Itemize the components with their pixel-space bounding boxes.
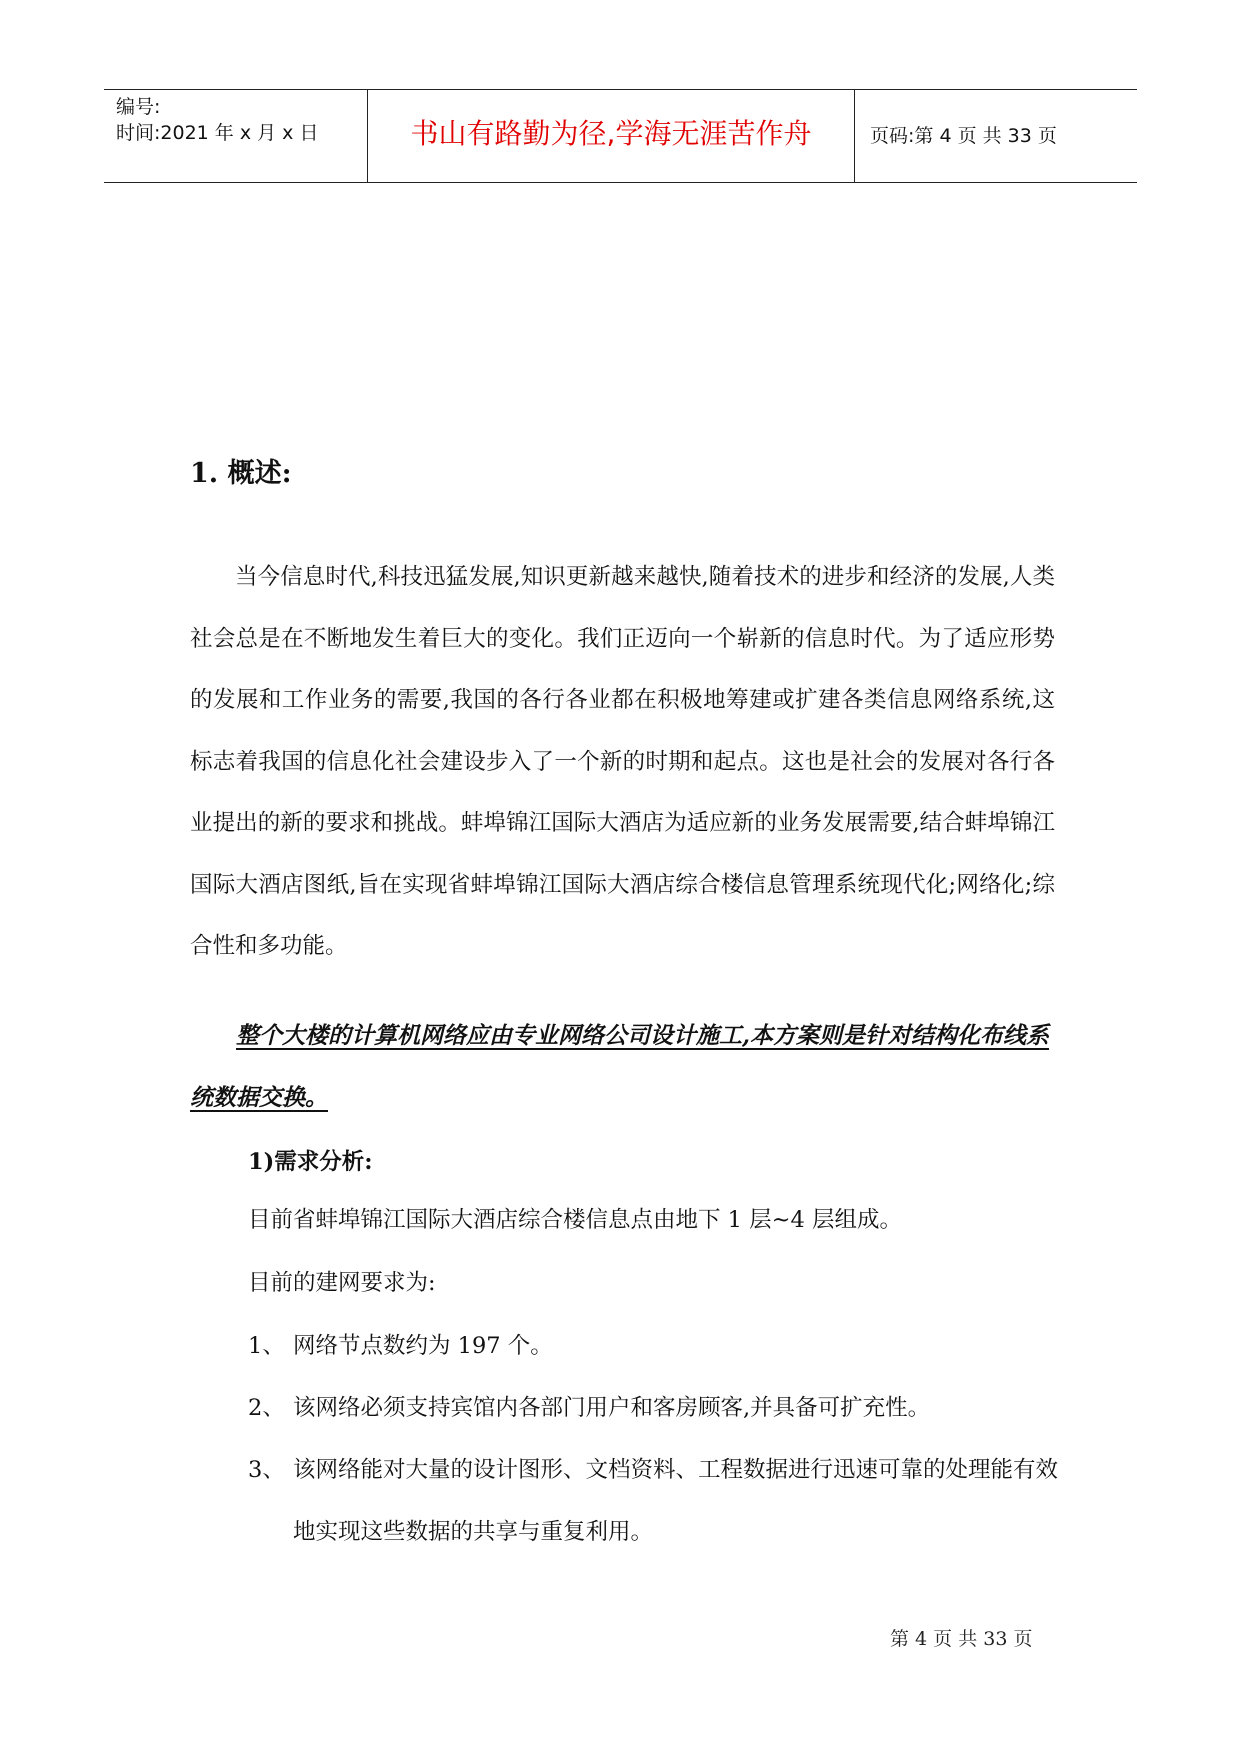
floor-composition-text: 目前省蚌埠锦江国际大酒店综合楼信息点由地下 1 层~4 层组成。 <box>248 1207 902 1233</box>
list-item-number: 3、 <box>248 1457 285 1483</box>
section-title: 1. 概述: <box>190 458 292 489</box>
list-item-number: 2、 <box>248 1395 285 1421</box>
intro-paragraph: 当今信息时代,科技迅猛发展,知识更新越来越快,随着技术的进步和经济的发展,人类社会总是在不断地发生着巨大的变化。我们正迈向一个崭新的信息时代。为了适应形势的发展和工作业务的需要,我国的各行各业都在积极地筹建或扩建各类信息网络系统,这标志着我国的信息化社会建设步入了一个新的时期和起点。这也是社会的发展对各行各业提出的新的要求和挑战。蚌埠锦江国际大酒店为适应新的业务发展需要,结合蚌埠锦江国际大酒店图纸,旨在实现省蚌埠锦江国际大酒店综合楼信息管理系统现代化;网络化;综合性和多功能。 <box>190 564 1055 959</box>
list-item-text: 网络节点数约为 197 个。 <box>293 1333 553 1359</box>
document-number-label: 编号: <box>116 96 161 118</box>
list-item-text: 该网络必须支持宾馆内各部门用户和客房顾客,并具备可扩充性。 <box>293 1395 931 1421</box>
page-header <box>104 89 1137 183</box>
requirements-lead-text: 目前的建网要求为: <box>248 1270 436 1296</box>
requirements-heading: 1)需求分析: <box>248 1149 373 1175</box>
header-meta <box>116 90 366 182</box>
page-footer: 第 4 页 共 33 页 <box>890 1628 1033 1650</box>
document-time-label: 时间:2021 年 x 月 x 日 <box>116 122 319 144</box>
header-divider-right <box>854 90 855 182</box>
list-item-text: 该网络能对大量的设计图形、文档资料、工程数据进行迅速可靠的处理能有效地实现这些数据的共享与重复利用。 <box>293 1457 1059 1545</box>
header-motto: 书山有路勤为径,学海无涯苦作舟 <box>410 117 812 150</box>
list-item-number: 1、 <box>248 1333 285 1359</box>
emphasis-paragraph: 整个大楼的计算机网络应由专业网络公司设计施工,本方案则是针对结构化布线系统数据交换。 <box>190 1022 1050 1111</box>
header-page-code: 页码:第 4 页 共 33 页 <box>870 125 1057 147</box>
